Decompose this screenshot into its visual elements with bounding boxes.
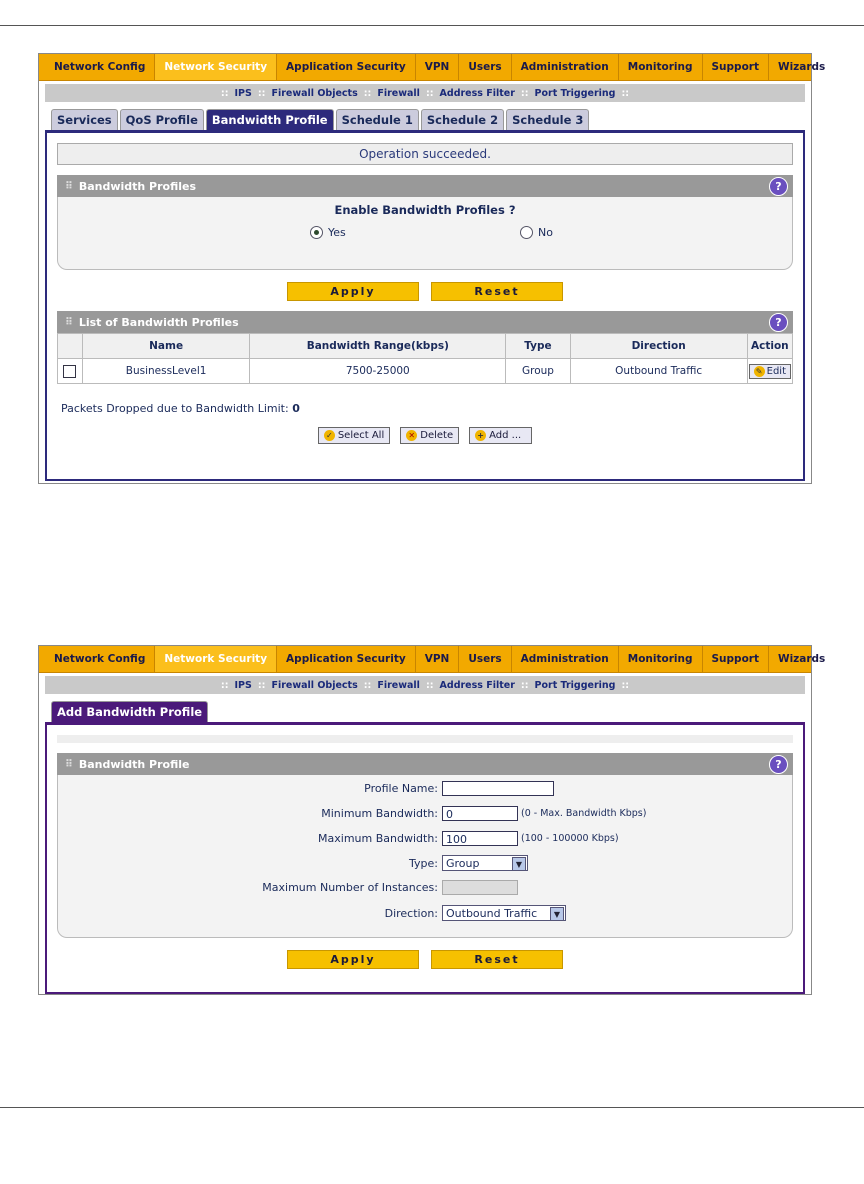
submenu-ips[interactable]: IPS: [234, 87, 252, 99]
section-title: Bandwidth Profile: [78, 757, 190, 771]
menu-monitoring[interactable]: Monitoring: [619, 646, 703, 672]
max-instances-label: Maximum Number of Instances:: [262, 881, 438, 894]
col-direction: Direction: [570, 334, 747, 359]
type-select[interactable]: [442, 855, 528, 871]
tab-qos-profile[interactable]: QoS Profile: [120, 109, 204, 130]
tab-schedule-1[interactable]: Schedule 1: [336, 109, 419, 130]
menu-users[interactable]: Users: [459, 646, 511, 672]
menu-administration[interactable]: Administration: [512, 54, 619, 80]
menu-users[interactable]: Users: [459, 54, 511, 80]
menu-network-config[interactable]: Network Config: [45, 54, 155, 80]
section-header-bandwidth-profile: [57, 753, 793, 775]
menu-wizards[interactable]: Wizards: [777, 653, 826, 665]
help-icon[interactable]: ?: [769, 313, 788, 332]
select-all-button[interactable]: [318, 427, 390, 444]
grip-icon: ⠿: [65, 316, 73, 328]
min-bandwidth-label: Minimum Bandwidth:: [321, 807, 438, 820]
profiles-table: [57, 333, 793, 384]
menu-support[interactable]: Support: [703, 54, 769, 80]
message-bar: [57, 735, 793, 743]
submenu-separator: ::: [425, 87, 434, 99]
screenshot-add-bandwidth-profile: [38, 645, 826, 995]
packets-dropped-value: 0: [292, 402, 300, 415]
section-title: List of Bandwidth Profiles: [78, 315, 239, 329]
submenu: [45, 676, 805, 694]
row-action: [747, 359, 792, 384]
status-message: Operation succeeded.: [57, 143, 793, 165]
radio-yes[interactable]: [310, 226, 323, 239]
add-label: Add ...: [489, 430, 522, 441]
col-action: Action: [747, 334, 792, 359]
col-type: Type: [506, 334, 570, 359]
table-actions: [47, 427, 803, 444]
add-button[interactable]: [469, 427, 532, 444]
col-name: Name: [82, 334, 250, 359]
help-icon[interactable]: ?: [769, 177, 788, 196]
col-bandwidth-range: Bandwidth Range(kbps): [250, 334, 506, 359]
content-panel: [45, 130, 805, 481]
row-max-bandwidth: [58, 831, 619, 846]
submenu-separator: ::: [220, 87, 229, 99]
row-direction: [58, 905, 566, 921]
packets-dropped-label: Packets Dropped due to Bandwidth Limit:: [61, 402, 289, 415]
menu-application-security[interactable]: Application Security: [277, 646, 416, 672]
direction-value: Outbound Traffic: [446, 906, 538, 920]
row-type: Group: [506, 359, 570, 384]
section-header-bandwidth-profiles: [57, 175, 793, 197]
col-select: [58, 334, 83, 359]
table-row: [58, 359, 793, 384]
tab-services[interactable]: Services: [51, 109, 118, 130]
apply-reset-row: [47, 282, 803, 301]
chevron-down-icon: ▼: [512, 857, 526, 871]
menu-vpn[interactable]: VPN: [416, 54, 460, 80]
main-menu: [39, 54, 826, 81]
table-header-row: [58, 334, 793, 359]
apply-reset-row: [47, 950, 803, 969]
enable-profiles-box: [57, 197, 793, 270]
menu-administration[interactable]: Administration: [512, 646, 619, 672]
menu-network-config[interactable]: Network Config: [45, 646, 155, 672]
bottom-rule: [0, 1107, 864, 1108]
type-value: Group: [446, 856, 480, 870]
screenshot-bandwidth-profiles: [38, 53, 826, 484]
row-type: [58, 855, 528, 871]
row-checkbox[interactable]: [63, 365, 76, 378]
enable-question: Enable Bandwidth Profiles ?: [334, 203, 516, 217]
menu-monitoring[interactable]: Monitoring: [619, 54, 703, 80]
direction-select[interactable]: [442, 905, 566, 921]
delete-button[interactable]: [400, 427, 459, 444]
apply-button[interactable]: Apply: [287, 282, 419, 301]
grip-icon: ⠿: [65, 758, 73, 770]
submenu: [45, 84, 805, 102]
submenu-separator: ::: [621, 679, 630, 691]
check-icon: ✓: [324, 430, 335, 441]
menu-application-security[interactable]: Application Security: [277, 54, 416, 80]
radio-yes-label: Yes: [328, 226, 346, 239]
menu-vpn[interactable]: VPN: [416, 646, 460, 672]
pencil-icon: ✎: [754, 366, 765, 377]
tab-schedule-3[interactable]: Schedule 3: [506, 109, 589, 130]
submenu-firewall[interactable]: Firewall: [377, 679, 420, 691]
row-direction: Outbound Traffic: [570, 359, 747, 384]
type-label: Type:: [409, 856, 438, 870]
section-title: Bandwidth Profiles: [78, 179, 197, 193]
row-range: 7500-25000: [250, 359, 506, 384]
content-panel: [45, 722, 805, 994]
submenu-separator: ::: [257, 679, 266, 691]
submenu-firewall[interactable]: Firewall: [377, 87, 420, 99]
row-max-instances: [58, 880, 518, 895]
menu-network-security[interactable]: Network Security: [155, 54, 277, 80]
row-profile-name: [58, 781, 554, 796]
delete-icon: ✕: [406, 430, 417, 441]
reset-button[interactable]: Reset: [431, 282, 563, 301]
min-bandwidth-input[interactable]: 0: [442, 806, 518, 821]
submenu-firewall-objects[interactable]: Firewall Objects: [271, 87, 358, 99]
max-bandwidth-input[interactable]: 100: [442, 831, 518, 846]
top-rule: [0, 25, 864, 26]
packets-dropped: [61, 402, 803, 415]
submenu-separator: ::: [257, 87, 266, 99]
apply-button[interactable]: Apply: [287, 950, 419, 969]
tab-add-bandwidth-profile[interactable]: Add Bandwidth Profile: [51, 701, 208, 722]
tab-schedule-2[interactable]: Schedule 2: [421, 109, 504, 130]
radio-no[interactable]: [520, 226, 533, 239]
submenu-separator: ::: [220, 679, 229, 691]
submenu-ips[interactable]: IPS: [234, 679, 252, 691]
submenu-address-filter[interactable]: Address Filter: [439, 87, 515, 99]
radio-yes-group: [310, 226, 346, 239]
row-select-cell: [58, 359, 83, 384]
submenu-separator: ::: [425, 679, 434, 691]
submenu-separator: ::: [520, 679, 529, 691]
tab-bandwidth-profile[interactable]: Bandwidth Profile: [206, 109, 334, 130]
profile-form: [57, 775, 793, 938]
submenu-firewall-objects[interactable]: Firewall Objects: [271, 679, 358, 691]
submenu-port-triggering[interactable]: Port Triggering: [534, 679, 616, 691]
submenu-separator: ::: [363, 679, 372, 691]
submenu-address-filter[interactable]: Address Filter: [439, 679, 515, 691]
max-instances-input: [442, 880, 518, 895]
profile-name-label: Profile Name:: [364, 782, 438, 795]
select-all-label: Select All: [337, 430, 385, 441]
reset-button[interactable]: Reset: [431, 950, 563, 969]
edit-button[interactable]: [749, 364, 791, 379]
menu-wizards[interactable]: Wizards: [777, 61, 826, 73]
main-menu: [39, 646, 826, 673]
profile-name-input[interactable]: [442, 781, 554, 796]
menu-support[interactable]: Support: [703, 646, 769, 672]
submenu-separator: ::: [520, 87, 529, 99]
grip-icon: ⠿: [65, 180, 73, 192]
edit-label: Edit: [766, 365, 786, 377]
section-header-list: [57, 311, 793, 333]
menu-network-security[interactable]: Network Security: [155, 646, 277, 672]
max-bandwidth-label: Maximum Bandwidth:: [318, 832, 438, 845]
tab-strip: [39, 700, 811, 722]
min-bandwidth-hint: (0 - Max. Bandwidth Kbps): [521, 808, 647, 819]
plus-icon: +: [475, 430, 486, 441]
submenu-separator: ::: [621, 87, 630, 99]
max-bandwidth-hint: (100 - 100000 Kbps): [521, 833, 619, 844]
row-name: BusinessLevel1: [82, 359, 250, 384]
radio-no-group: [520, 226, 553, 239]
tab-strip: [39, 108, 811, 130]
row-min-bandwidth: [58, 806, 646, 821]
direction-label: Direction:: [384, 906, 438, 920]
submenu-separator: ::: [363, 87, 372, 99]
submenu-port-triggering[interactable]: Port Triggering: [534, 87, 616, 99]
chevron-down-icon: ▼: [550, 907, 564, 921]
help-icon[interactable]: ?: [769, 755, 788, 774]
delete-label: Delete: [420, 430, 454, 441]
radio-no-label: No: [538, 226, 553, 239]
